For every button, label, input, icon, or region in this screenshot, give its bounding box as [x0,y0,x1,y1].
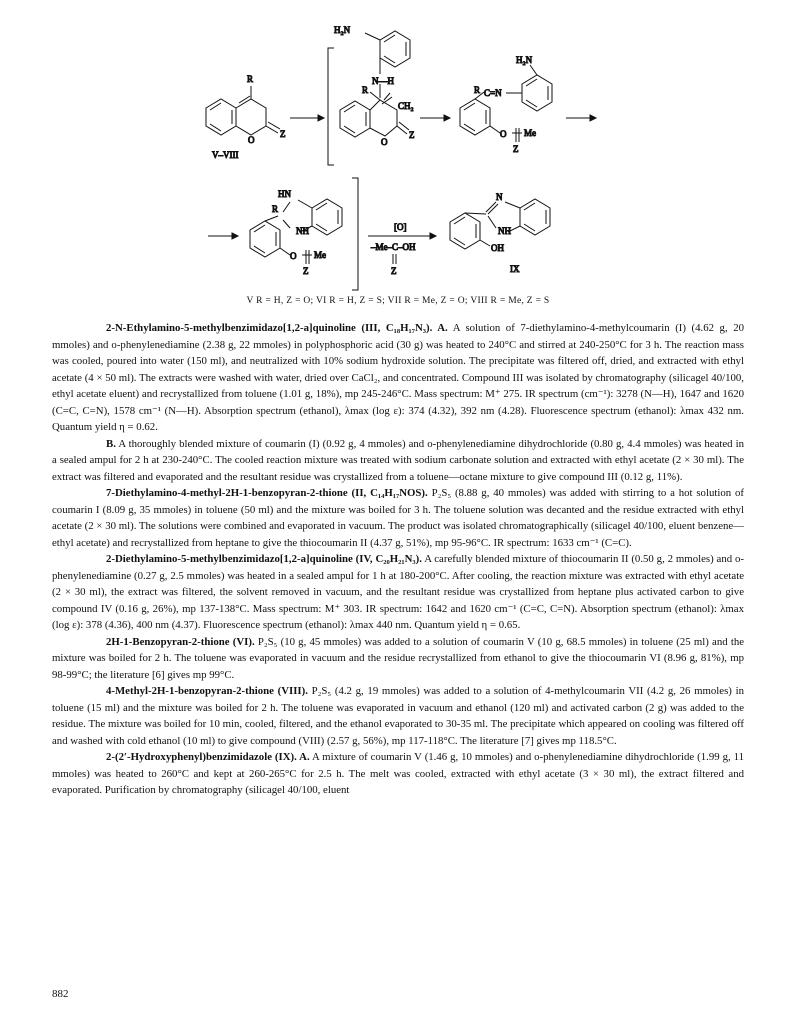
paragraph-text: A mixture of coumarin V (1.46 g, 10 mmoles) and o-phenylenediamine dihydrochloride (1.99 g, 11 mmoles) was heated to 260°C and kept at 260-265°C for 2.5 h. The melt was cooled, extracted with ethyl acetate (3 × 30 ml), the extract filtered and evaporated. Purification by chromatography (silicagel 40/100, eluent [52,751,745,796]
structure-product-ix [450,199,550,249]
label-hn: HN [278,189,291,199]
paragraph [52,634,744,684]
paragraph-text: P₂S₅ (4.2 g, 19 mmoles) was added to a solution of 4-methylcoumarin VII (4.2 g, 26 mmoles) in toluene (15 ml) and the mixture was boiled for 2 h. The toluene was evaporated in vacuum and ethanol (120 ml) and activated carbon (2 g) was added to the residue. The mixture was boiled for 10 min, cooled, filtered, and the ethanol evaporated to 30-35 ml. The precipitate which appeared on cooling was filtered off and washed with cold ethanol (10 ml) to give compound (VIII) (2.57 g, 56%), mp 117-118°C. The literature [7] gives mp 118.5°C. [52,685,744,747]
paragraph [52,683,744,749]
paragraph-text: A solution of 7-diethylamino-4-methylcoumarin (I) (4.62 g, 20 mmoles) and o-phenylenediamine (2.38 g, 22 mmoles) in polyphosphoric acid (30 g) was heated to 240°C and stirred at 240-250°C for 3 h. The reaction mass was cooled, poured into water (150 ml), and neutralized with 10% sodium hydroxide solution. The precipitate was filtered off, dried, and extracted with ethyl acetate (4 × 50 ml). The extracts were washed with water, dried over CaCl₂, and concentrated. Compound III was isolated by chromatography (silicagel 40/100, ethyl acetate eluent) and recrystallized from toluene (1.01 g, 18%), mp 245-246°C. Mass spectrum: M⁺ 275. IR spectrum (cm⁻¹): 3278 (N—H), 1647 and 1620 (C=C, C=N), 1578 cm⁻¹ (N—H). Absorption spectrum (ethanol), λmax (log ε): 374 (4.32), 392 nm (4.28). Fluorescence spectrum (ethanol): λmax 432 nm. Quantum yield η = 0.62. [52,322,745,433]
paragraph-heading: 2-Diethylamino-5-methylbenzimidazo[1,2-a]quinoline (IV, C₂₀H₂₁N₃). [106,553,422,565]
paragraph [52,485,744,551]
label-r-4: R [272,204,279,214]
paragraph-text: P₂S₅ (8.88 g, 40 mmoles) was added with stirring to a hot solution of coumarin I (8.09 g, 35 mmoles) in toluene (50 ml) and the mixture was boiled for 3 h. The toluene solution was decanted and the residue extracted with ethyl acetate (2 × 30 ml). The solutions were combined and evaporated in vacuum. The product was isolated chromatographically (silicagel 40/100, eluent benzene—ethyl acetate) and recrystallized from heptane to give the thiocoumarin II (4.37 g, 51%), mp 95-96°C. IR spectrum: 1633 cm⁻¹ (C=C). [52,487,744,549]
label-o-2: O [381,137,388,147]
paragraph-heading: 2-N-Ethylamino-5-methylbenzimidazo[1,2-a]quinoline (III, C₁₈H₁₇N₃). A. [106,322,448,334]
label-series: V–VIII [212,150,239,160]
page-number: 882 [52,988,69,1000]
experimental-section [52,320,744,799]
scheme-footnote: V R = H, Z = O; VI R = H, Z = S; VII R = Me, Z = O; VIII R = Me, Z = S [246,296,550,306]
label-o-3: O [500,129,507,139]
paragraph-heading: 4-Methyl-2H-1-benzopyran-2-thione (VIII). [106,685,308,697]
label-z: Z [280,129,286,139]
label-r-3: R [474,85,481,95]
label-cn: C=N [484,88,502,98]
label-r-2: R [362,85,369,95]
label-ch2: CH₂ [398,101,414,111]
paragraph-text: P₂S₅ (10 g, 45 mmoles) was added to a solution of coumarin V (10 g, 68.5 mmoles) in toluene (25 ml) and the mixture was boiled for 2 h. The toluene was evaporated in vacuum and the residue recrystallized from ethanol to give the thiocoumarin VI (8.96 g, 81%), mp 98-99°C; the literature [6] gives mp 99°C. [52,635,745,681]
label-product: IX [510,264,520,274]
label-nh-3: NH [498,226,511,236]
paragraph [52,749,744,799]
label-nh: N—H [372,76,394,86]
label-n: N [496,192,503,202]
arrow-5-head [430,233,436,239]
reaction-scheme [0,0,796,315]
label-oh: OH [491,243,504,253]
label-z-2: Z [409,130,415,140]
paragraph-heading: B. [106,437,116,450]
structure-coumarin [206,86,280,135]
label-me: Me [524,128,536,138]
bracket-left [328,48,334,165]
label-h2n-1: H₂N [334,25,351,35]
paragraph-heading: 7-Diethylamino-4-methyl-2H-1-benzopyran-2-thione (II, C₁₄H₁₇NOS). [106,487,428,499]
reagent-z: Z [391,266,397,276]
arrow-2-head [444,115,450,121]
paragraph-heading: 2-(2′-Hydroxyphenyl)benzimidazole (IX). A. [106,751,310,763]
arrow-1-head [318,115,324,121]
paragraph [52,320,744,436]
reagent-oxidation: [O] [394,222,407,232]
label-z-4: Z [303,266,309,276]
label-o: O [248,135,255,145]
paragraph-text: A thoroughly blended mixture of coumarin (I) (0.92 g, 4 mmoles) and o-phenylenediamine dihydrochloride (0.80 g, 4.4 mmoles) was heated in a sealed ampul for 2 h at 230-240°C. The cooled reaction mixture was treated with sodium carbonate solution and extracted with ethyl acetate (2 × 30 ml). The extract was filtered and evaporated and the resultant residue was crystallized from a toluene—octane mixture to give compound III (0.12 g, 11%). [52,437,745,483]
arrow-3-head [590,115,596,121]
reagent-elimination: –Me–C–OH [371,242,416,252]
bracket-right [352,178,358,290]
paragraph [52,436,744,486]
label-h2n-2: H₂N [516,55,533,65]
label-z-3: Z [513,144,519,154]
label-nh-2: NH [296,226,309,236]
paragraph [52,551,744,634]
paragraph-text: A carefully blended mixture of thiocoumarin II (0.50 g, 2 mmoles) and o-phenylenediamine (0.27 g, 2.5 mmoles) was heated in a sealed ampul for 1 h at 180-200°C. After cooling, the reaction mixture was extracted with ethyl acetate (2 × 30 ml), the extract was filtered, the solvent removed in vacuum, and the resultant residue was crystallized from heptane plus activated carbon to give compound IV (0.16 g, 26%), mp 137-138°C. Mass spectrum: M⁺ 303. IR spectrum: 1642 and 1620 cm⁻¹ (C=C, C=N). Absorption spectrum (ethanol): λmax (log ε): 378 (4.36), 400 nm (4.37). Fluorescence spectrum (ethanol): λmax 440 nm. Quantum yield η = 0.65. [52,553,745,631]
arrow-4-head [232,233,238,239]
label-me-2: Me [314,250,326,260]
label-r: R [247,74,254,84]
paragraph-heading: 2H-1-Benzopyran-2-thione (VI). [106,635,255,648]
label-o-4: O [290,251,297,261]
